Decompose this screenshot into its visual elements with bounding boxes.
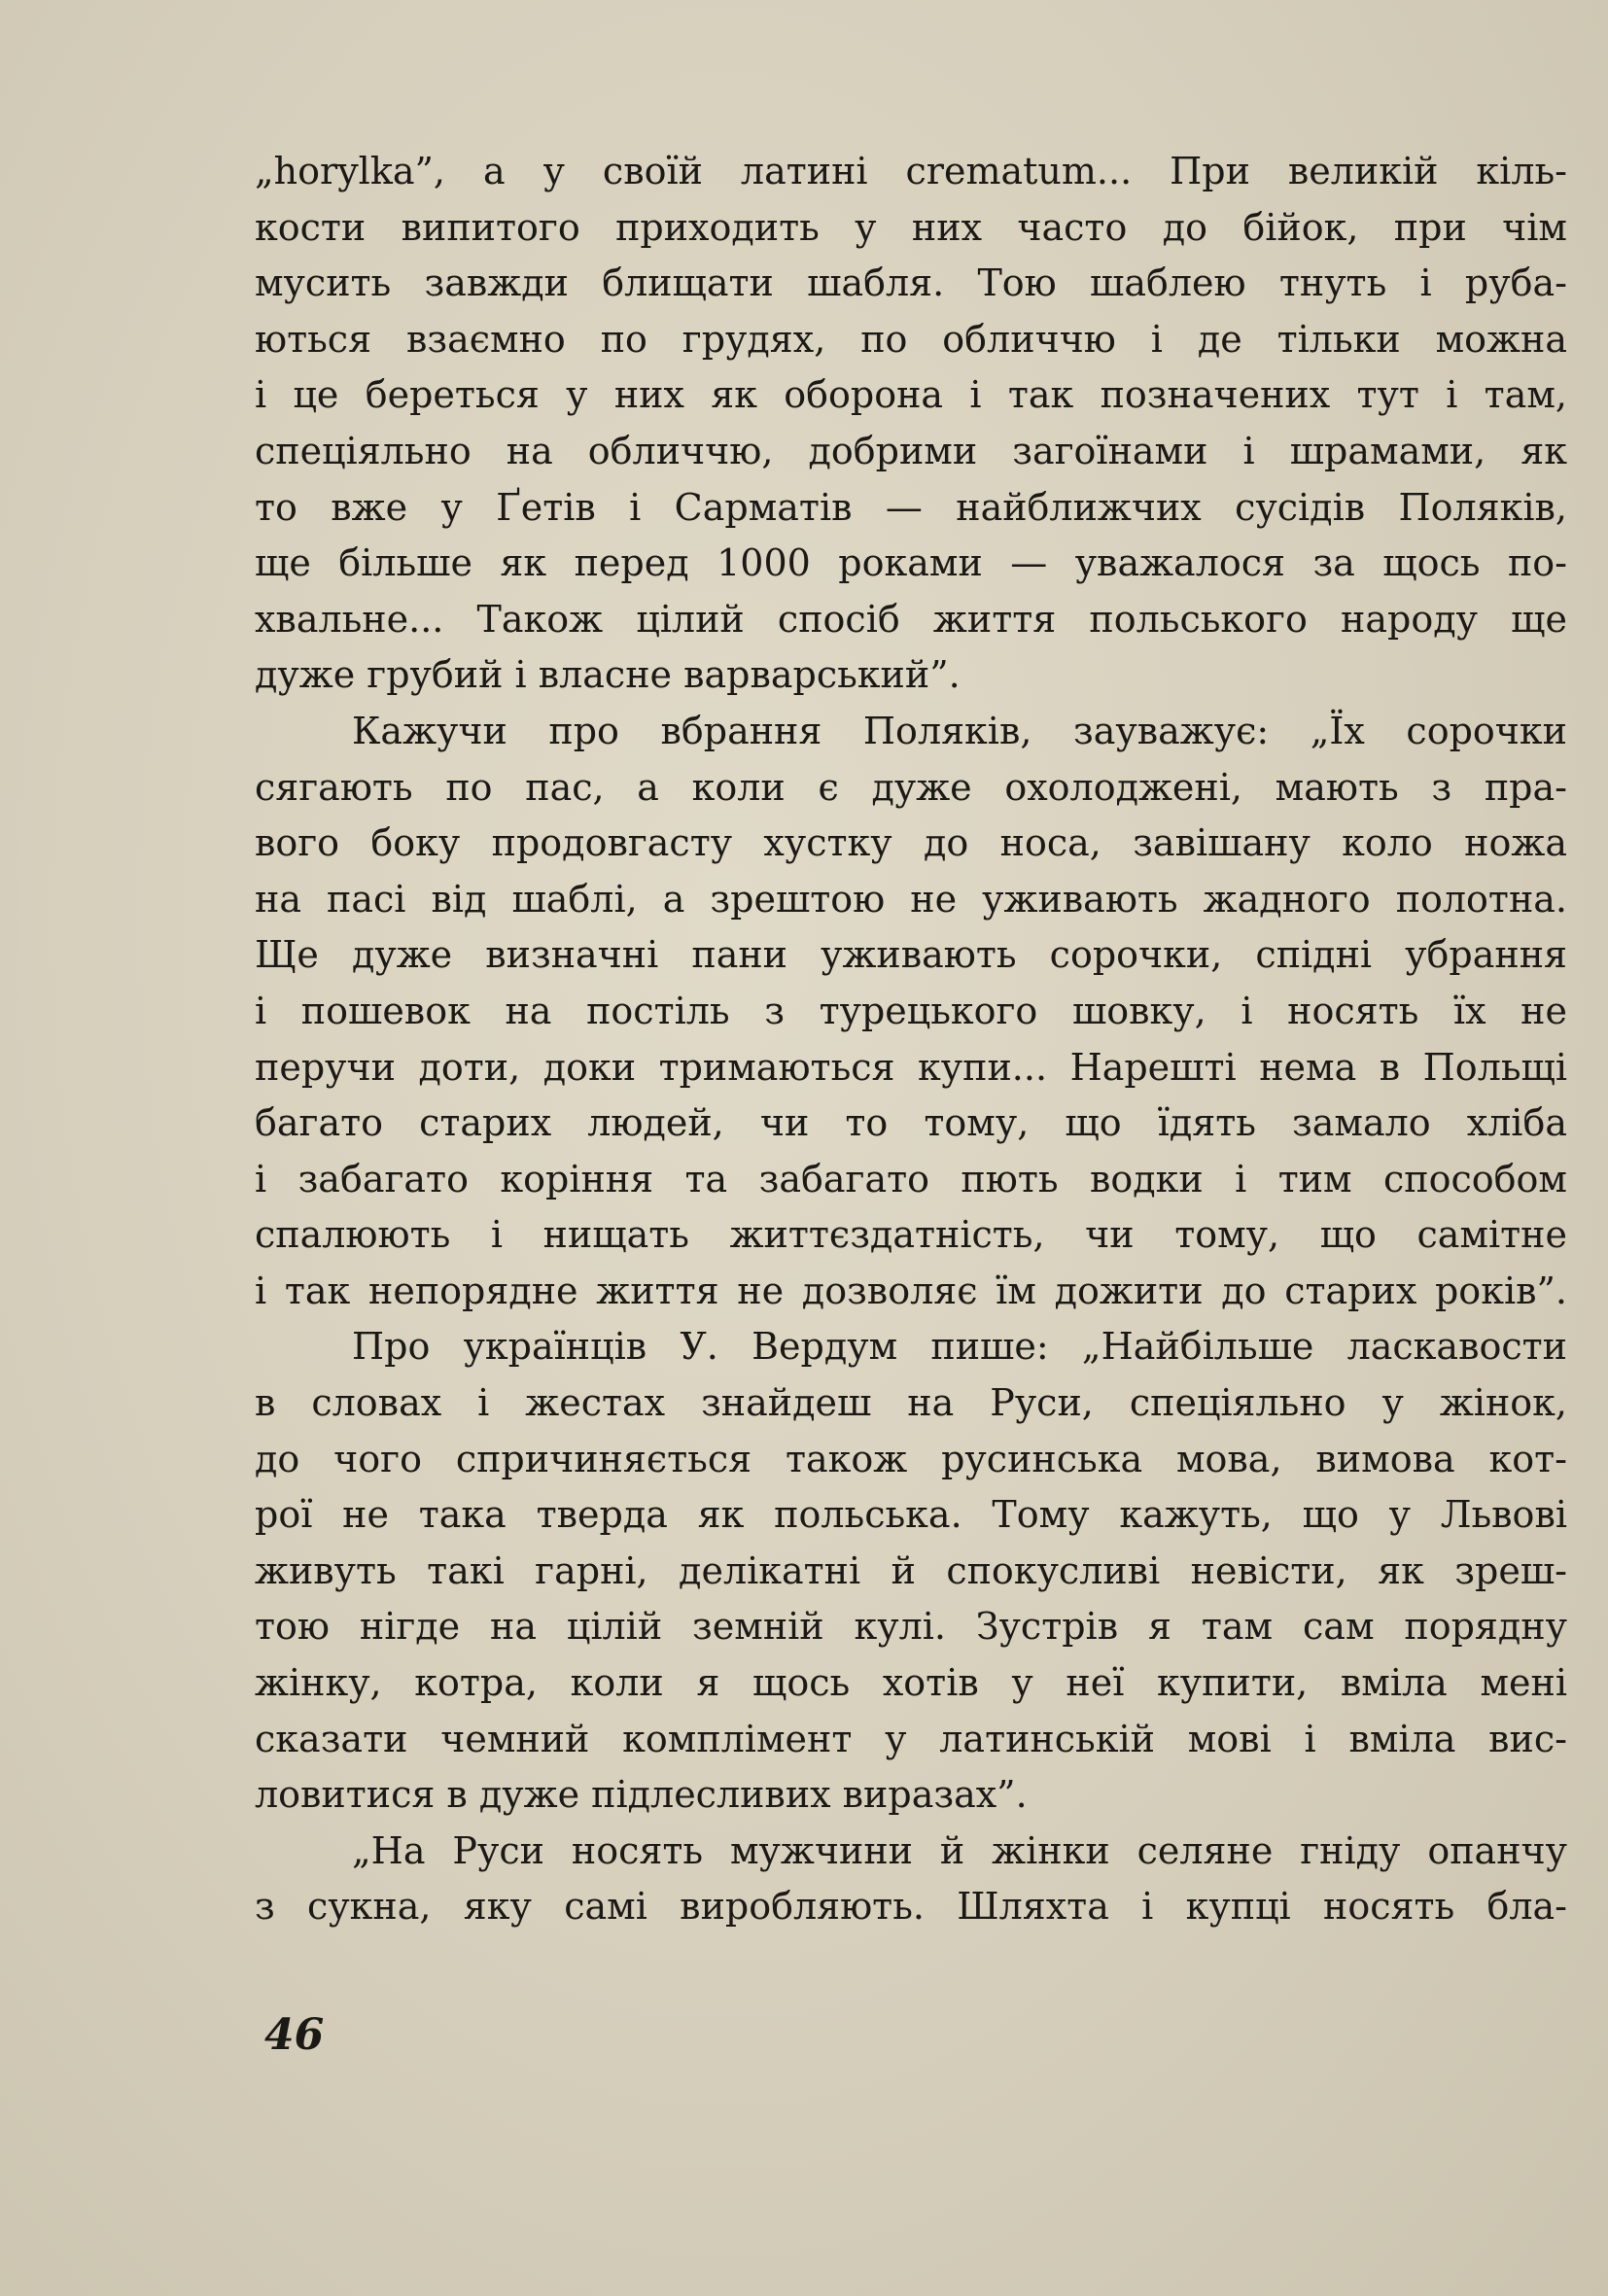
text-line: хвальне... Також цілий спосіб життя польського народу ще bbox=[255, 597, 1567, 641]
text-line: сягають по пас, а коли є дуже охолоджені, мають з пра- bbox=[255, 765, 1567, 809]
text-line: сказати чемний комплімент у латинській мові і вміла вис- bbox=[255, 1717, 1567, 1760]
text-line: рої не така тверда як польська. Тому кажуть, що у Львові bbox=[255, 1493, 1567, 1537]
text-line: ще більше як перед 1000 роками — уважалося за щось по- bbox=[255, 541, 1567, 585]
text-line: спалюють і нищать життєздатність, чи тому, що самітне bbox=[255, 1213, 1567, 1257]
text-line: Про українців У. Вердум пише: „Найбільше ласкавости bbox=[352, 1325, 1567, 1369]
text-line: і це береться у них як оборона і так позначених тут і там, bbox=[255, 373, 1567, 417]
text-line: „На Руси носять мужчини й жінки селяне гніду опанчу bbox=[352, 1828, 1567, 1872]
text-line: і пошевок на постіль з турецького шовку, і носять їх не bbox=[255, 989, 1567, 1032]
page-number: 46 bbox=[264, 2010, 325, 2060]
text-line: спеціяльно на обличчю, добрими загоїнами і шрамами, як bbox=[255, 429, 1567, 472]
text-line: кости випитого приходить у них часто до бійок, при чім bbox=[255, 205, 1567, 249]
text-line: і так непорядне життя не дозволяє їм дожити до старих років”. bbox=[255, 1269, 1567, 1312]
text-line: багато старих людей, чи то тому, що їдять замало хліба bbox=[255, 1101, 1567, 1145]
text-line: ються взаємно по грудях, по обличчю і де тільки можна bbox=[255, 317, 1567, 361]
text-line: в словах і жестах знайдеш на Руси, спеціяльно у жінок, bbox=[255, 1381, 1567, 1425]
text-line: до чого спричиняється також русинська мова, вимова кот- bbox=[255, 1437, 1567, 1480]
paragraph-4 bbox=[255, 1824, 1567, 1935]
paragraph-3 bbox=[255, 1319, 1567, 1823]
text-line: жінку, котра, коли я щось хотів у неї купити, вміла мені bbox=[255, 1661, 1567, 1705]
text-line: то вже у Ґетів і Сарматів — найближчих сусідів Поляків, bbox=[255, 485, 1567, 529]
text-line: з сукна, яку самі виробляють. Шляхта і купці носять бла- bbox=[255, 1885, 1567, 1929]
text-line: дуже грубий і власне варварський”. bbox=[255, 653, 961, 697]
text-line: „horylka”, а у своїй латині crematum... При великій кіль- bbox=[255, 150, 1567, 192]
text-line: на пасі від шаблі, а зрештою не уживають жадного полотна. bbox=[255, 877, 1567, 921]
text-line: Ще дуже визначні пани уживають сорочки, спідні убрання bbox=[255, 933, 1567, 977]
text-line: вого боку продовгасту хустку до носа, завішану коло ножа bbox=[255, 821, 1567, 865]
text-line: тою нігде на цілій земній кулі. Зустрів я там сам порядну bbox=[255, 1605, 1567, 1649]
text-line: мусить завжди блищати шабля. Тою шаблею тнуть і руба- bbox=[255, 261, 1567, 305]
text-line: ловитися в дуже підлесливих виразах”. bbox=[255, 1773, 1028, 1817]
text-line: Кажучи про вбрання Поляків, зауважує: „Їх сорочки bbox=[352, 709, 1567, 752]
body-text bbox=[255, 144, 1567, 1935]
text-line: перучи доти, доки тримаються купи... Нарешті нема в Польщі bbox=[255, 1045, 1567, 1089]
text-line: і забагато коріння та забагато пють водки і тим способом bbox=[255, 1157, 1567, 1200]
paragraph-1 bbox=[255, 144, 1567, 704]
paragraph-2 bbox=[255, 704, 1567, 1320]
text-line: живуть такі гарні, делікатні й спокусливі невісти, як зреш- bbox=[255, 1548, 1567, 1592]
